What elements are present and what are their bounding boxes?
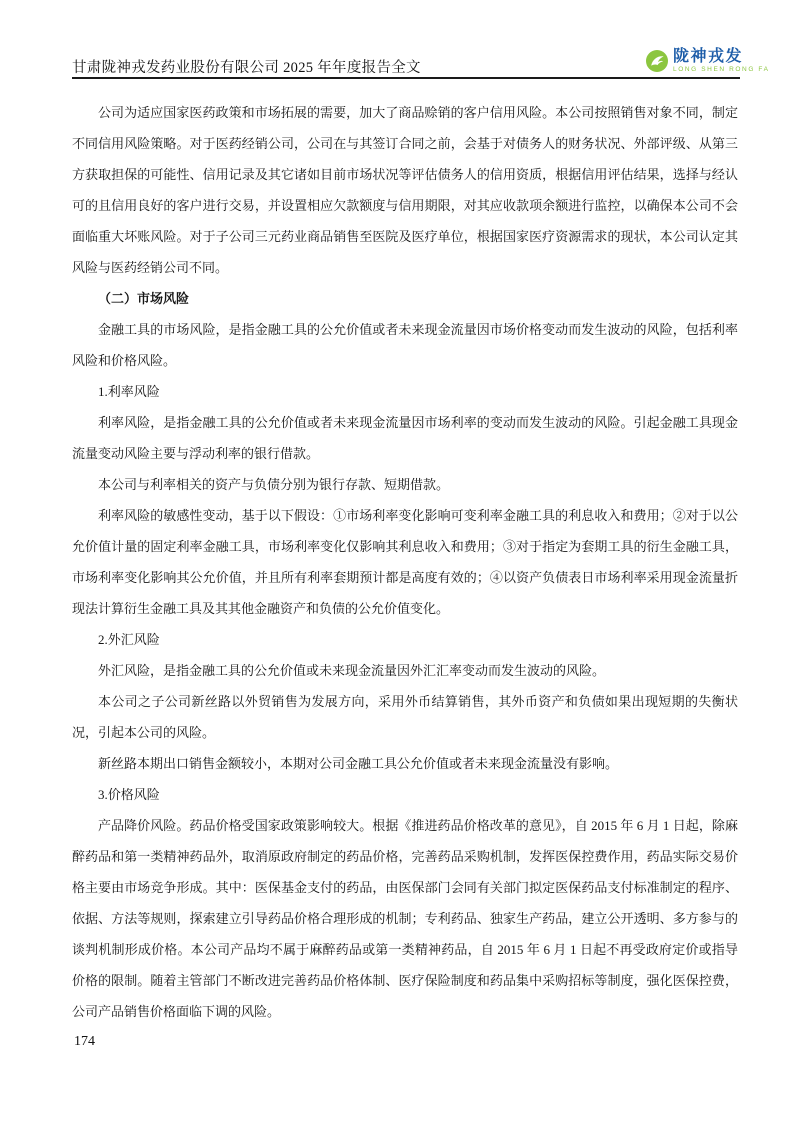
longshen-bird-in-circle-icon: [645, 49, 669, 73]
paragraph-interest-rate-sensitivity: 利率风险的敏感性变动，基于以下假设：①市场利率变化影响可变利率金融工具的利息收入和费用；②对于以公允价值计量的固定利率金融工具，市场利率变化仅影响其利息收入和费用；③对于指定为套期工具的衍生金融工具，市场利率变化影响其公允价值，并且所有利率套期预计都是高度有效的；④以资产负债表日市场利率采用现金流量折现法计算衍生金融工具及其其他金融资产和负债的公允价值变化。: [72, 508, 738, 616]
report-title: 甘肃陇神戎发药业股份有限公司 2025 年年度报告全文: [72, 60, 421, 76]
header-divider: [72, 77, 740, 79]
paragraph-fx-subsidiary: 本公司之子公司新丝路以外贸销售为发展方向，采用外币结算销售，其外币资产和负债如果出现短期的失衡状况，引起本公司的风险。: [72, 694, 738, 740]
logo-text-block: [673, 49, 770, 74]
page-number: 174: [74, 1034, 95, 1049]
heading-market-risk: （二）市场风险: [98, 291, 190, 306]
subheading-foreign-exchange-risk: 2.外汇风险: [98, 632, 160, 647]
logo-name-en: LONG SHEN RONG FA: [673, 66, 770, 73]
paragraph-market-risk-definition: 金融工具的市场风险，是指金融工具的公允价值或者未来现金流量因市场价格变动而发生波动的风险，包括利率风险和价格风险。: [72, 322, 738, 368]
paragraph-price-risk: 产品降价风险。药品价格受国家政策影响较大。根据《推进药品价格改革的意见》，自 2015 年 6 月 1 日起，除麻醉药品和第一类精神药品外，取消原政府制定的药品价格，完善药品采购机制，发挥医保控费作用，药品实际交易价格主要由市场竞争形成。其中：医保基金支付的药品，由医保部门会同有关部门拟定医保药品支付标准制定的程序、依据、方法等规则，探索建立引导药品价格合理形成的机制；专利药品、独家生产药品，建立公开透明、多方参与的谈判机制形成价格。本公司产品均不属于麻醉药品或第一类精神药品，自 2015 年 6 月 1 日起不再受政府定价或指导价格的限制。随着主管部门不断改进完善药品价格体制、医疗保险制度和药品集中采购招标等制度，强化医保控费，公司产品销售价格面临下调的风险。: [72, 818, 738, 1019]
paragraph-fx-impact: 新丝路本期出口销售金额较小，本期对公司金融工具公允价值或者未来现金流量没有影响。: [98, 756, 619, 771]
subheading-price-risk: 3.价格风险: [98, 787, 160, 802]
paragraph-credit-risk: 公司为适应国家医药政策和市场拓展的需要，加大了商品赊销的客户信用风险。本公司按照销售对象不同，制定不同信用风险策略。对于医药经销公司，公司在与其签订合同之前，会基于对债务人的财务状况、外部评级、从第三方获取担保的可能性、信用记录及其它诸如目前市场状况等评估债务人的信用资质，根据信用评估结果，选择与经认可的且信用良好的客户进行交易，并设置相应欠款额度与信用期限，对其应收款项余额进行监控，以确保本公司不会面临重大坏账风险。对于子公司三元药业商品销售至医院及医疗单位，根据国家医疗资源需求的现状，本公司认定其风险与医药经销公司不同。: [72, 105, 738, 275]
subheading-interest-rate-risk: 1.利率风险: [98, 384, 160, 399]
document-body: [72, 97, 738, 1027]
company-logo: [645, 49, 770, 74]
logo-name-cn: 陇神戎发: [673, 48, 744, 65]
paragraph-fx-definition: 外汇风险，是指金融工具的公允价值或未来现金流量因外汇汇率变动而发生波动的风险。: [98, 663, 606, 678]
paragraph-interest-rate-definition: 利率风险，是指金融工具的公允价值或者未来现金流量因市场利率的变动而发生波动的风险。引起金融工具现金流量变动风险主要与浮动利率的银行借款。: [72, 415, 738, 461]
paragraph-interest-rate-assets: 本公司与利率相关的资产与负债分别为银行存款、短期借款。: [98, 477, 450, 492]
